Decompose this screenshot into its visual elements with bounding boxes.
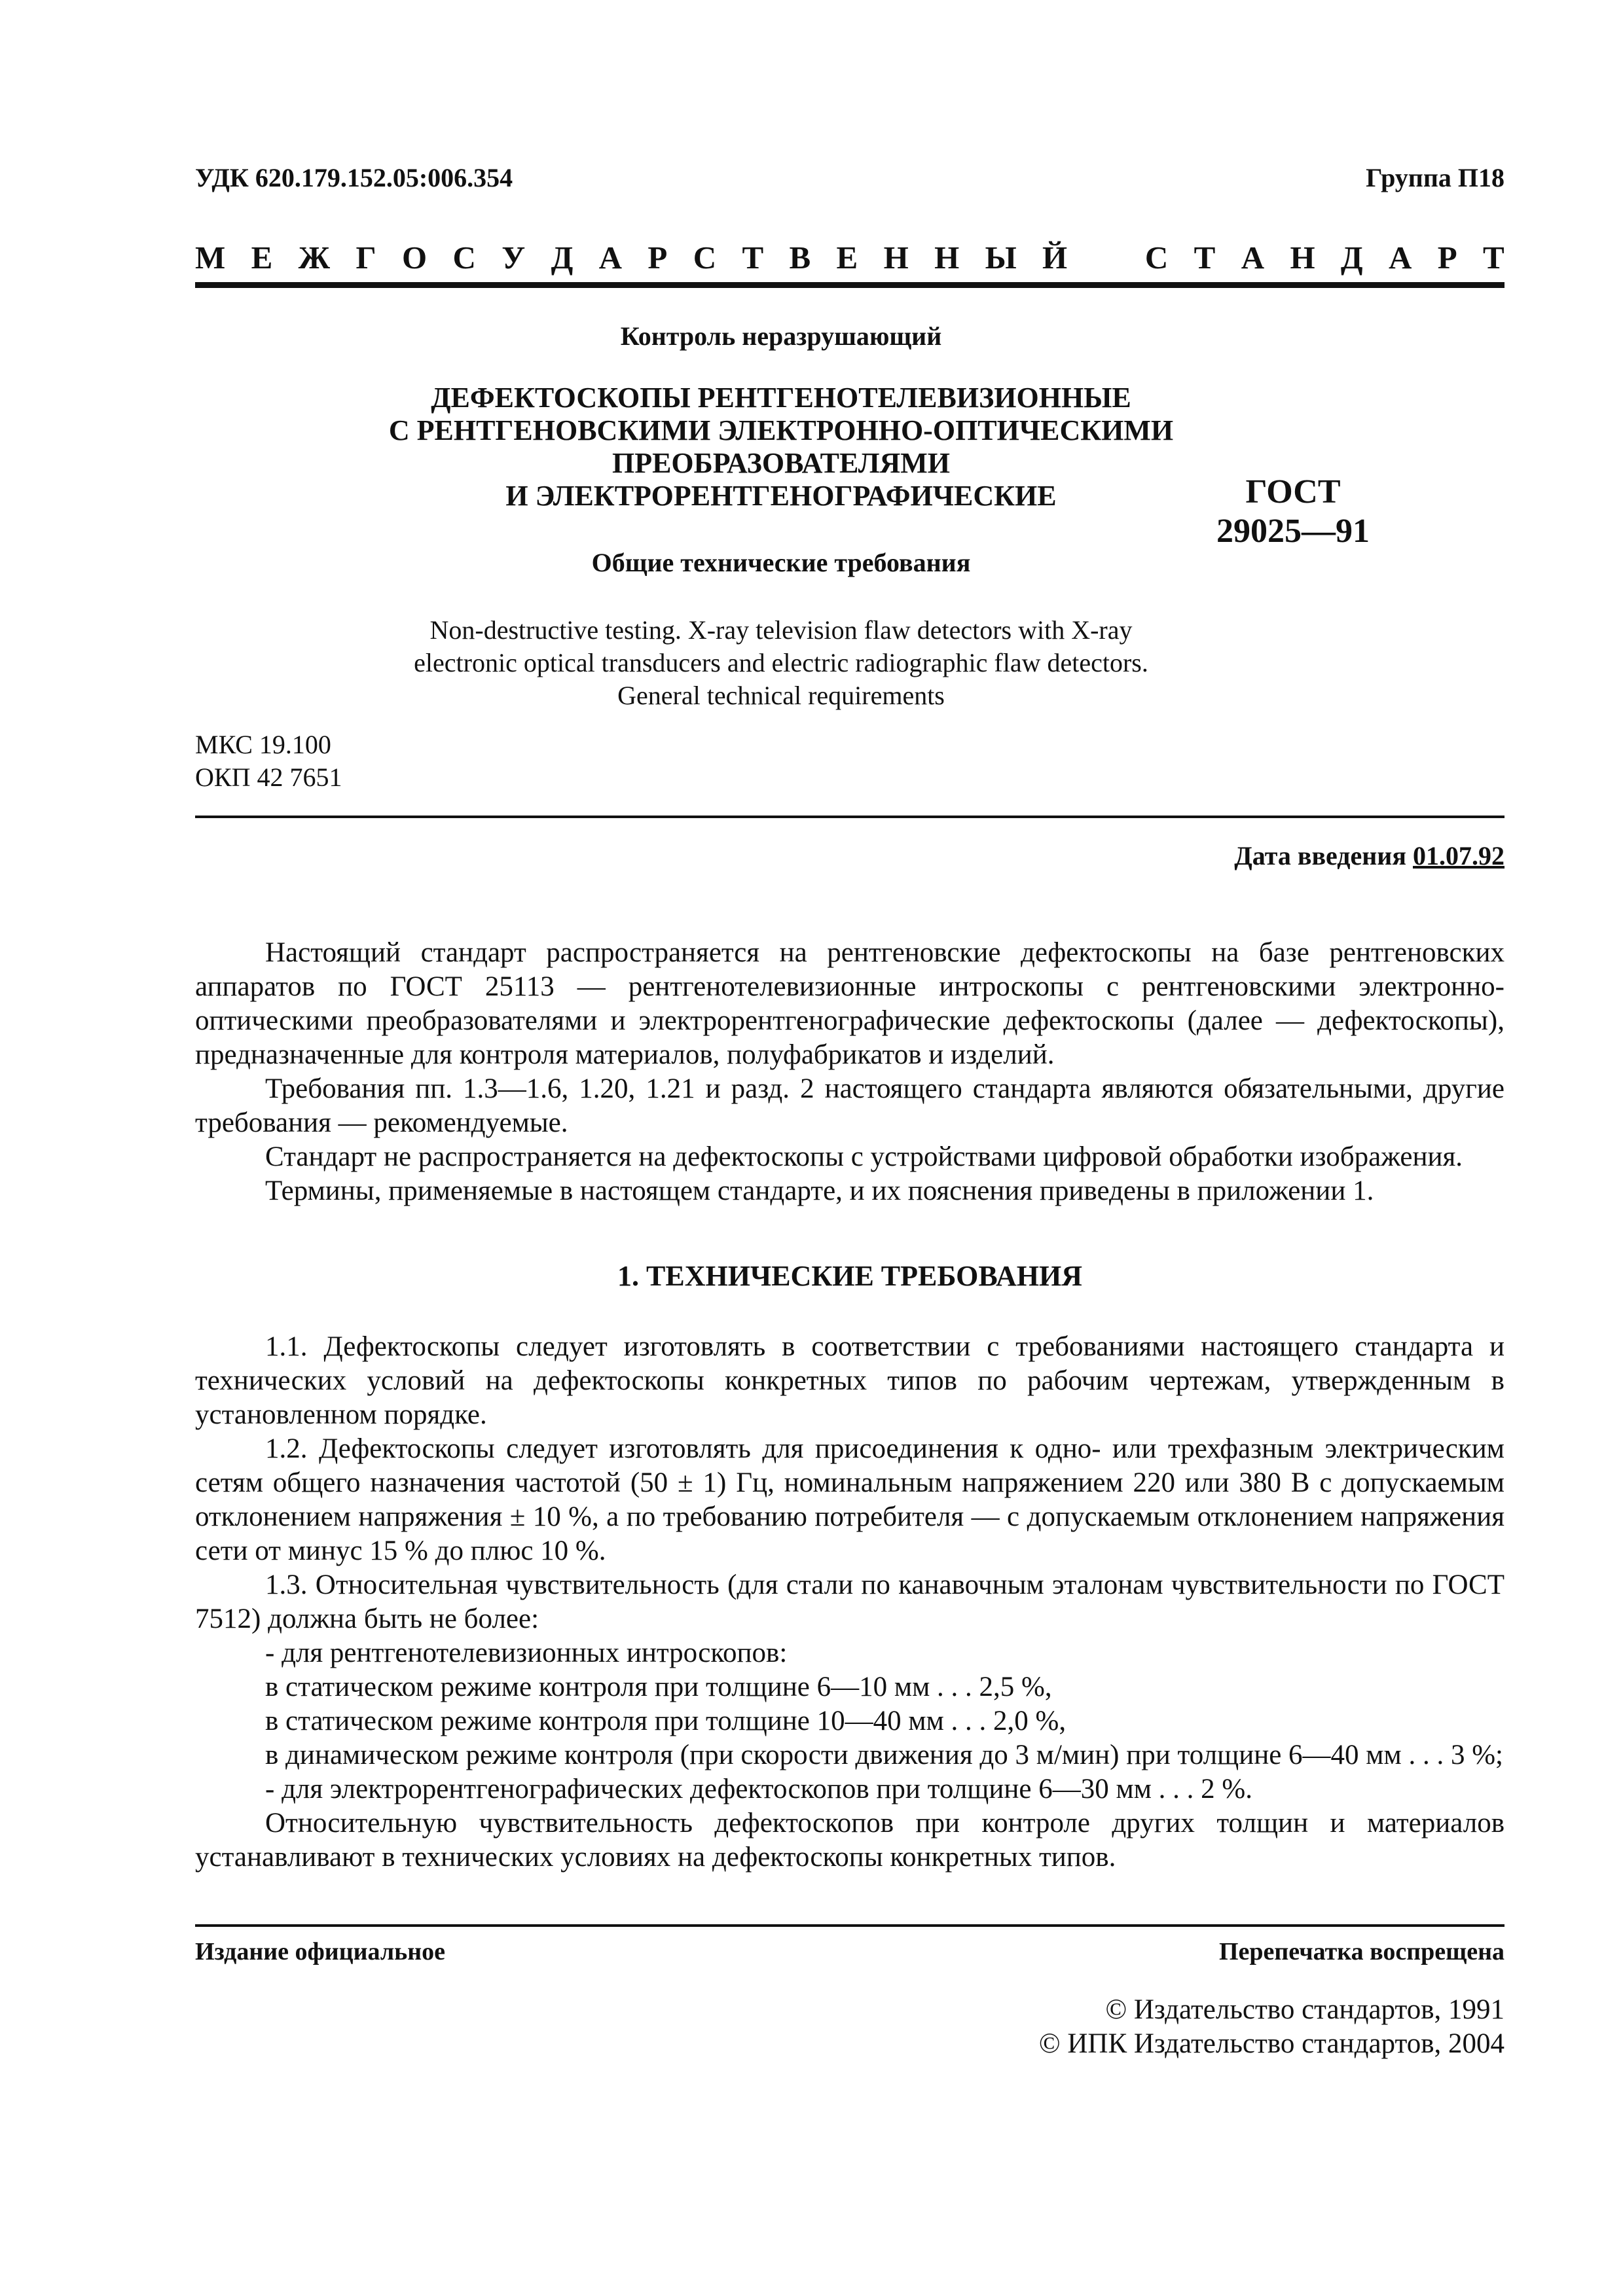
banner-letter: Д (551, 240, 574, 276)
title-rule (195, 816, 1504, 818)
list-item: в статическом режиме контроля при толщине 10—40 мм . . . 2,0 %, (265, 1706, 1067, 1736)
official-edition: Издание официальное (195, 1938, 446, 1965)
copyright-line: © Издательство стандартов, 1991 (1105, 1994, 1504, 2025)
banner-letter: Т (1483, 240, 1504, 276)
document-subtitle: Общие технические требования (591, 548, 971, 577)
banner-letter: Т (742, 240, 764, 276)
banner-letter: Е (836, 240, 858, 276)
date-label: Дата введения (1234, 841, 1406, 870)
gost-designation (1159, 473, 1427, 551)
banner-letter: А (1389, 240, 1412, 276)
banner-letter: У (501, 240, 526, 276)
reprint-notice: Перепечатка воспрещена (1218, 1938, 1504, 1965)
classification-codes (195, 728, 342, 794)
copyright-line: © ИПК Издательство стандартов, 2004 (1038, 2028, 1504, 2059)
intro-paragraph: Требования пп. 1.3—1.6, 1.20, 1.21 и разд. 2 настоящего стандарта являются обязательными, другие требования — рекомендуемые. (195, 1073, 1504, 1138)
date-value: 01.07.92 (1413, 841, 1504, 870)
gost-number: 29025—91 (1216, 512, 1370, 550)
intro-paragraph: Термины, применяемые в настоящем стандарте, и их пояснения приведены в приложении 1. (265, 1175, 1374, 1206)
group-code: Группа П18 (1366, 163, 1504, 192)
banner-letter: Й (1042, 240, 1068, 276)
banner-letter: Н (883, 240, 909, 276)
introduction (195, 936, 1504, 1208)
banner-letter: Г (356, 240, 376, 276)
list-item: - для рентгенотелевизионных интроскопов: (265, 1638, 788, 1668)
english-title-line: electronic optical transducers and electric radiographic flaw detectors. (414, 648, 1148, 677)
banner-letter: А (1241, 240, 1265, 276)
interstate-standard-banner (195, 239, 1504, 276)
list-item: в статическом режиме контроля при толщине 6—10 мм . . . 2,5 %, (265, 1672, 1052, 1702)
intro-paragraph: Настоящий стандарт распространяется на рентгеновские дефектоскопы на базе рентгеновских аппаратов по ГОСТ 25113 — рентгенотелевизионные интроскопы с рентгеновскими электронно-оптическими преобразователями и электрорентгенографические дефектоскопы (далее — дефектоскопы), предназначенные для контроля материалов, полуфабрикатов и изделий. (195, 937, 1504, 1070)
banner-letter: Р (647, 240, 668, 276)
banner-letter: Ж (298, 240, 331, 276)
closing-paragraph: Относительную чувствительность дефектоскопов при контроле других толщин и материалов устанавливают в технических условиях на дефектоскопы конкретных типов. (195, 1808, 1504, 1873)
banner-letter: Е (251, 240, 273, 276)
section-body (195, 1330, 1504, 1874)
list-item: в динамическом режиме контроля (при скорости движения до 3 м/мин) при толщине 6—40 мм . . . 3 %; (265, 1740, 1503, 1770)
banner-letter: С (452, 240, 476, 276)
udk-code: УДК 620.179.152.05:006.354 (195, 163, 513, 192)
banner-letter: С (1144, 240, 1169, 276)
intro-paragraph: Стандарт не распространяется на дефектоскопы с устройствами цифровой обработки изображения. (265, 1141, 1463, 1172)
clause-1-3: 1.3. Относительная чувствительность (для стали по канавочным эталонам чувствительности по ГОСТ 7512) должна быть не более: (195, 1570, 1504, 1634)
footer-rule (195, 1924, 1504, 1927)
title-line: С РЕНТГЕНОВСКИМИ ЭЛЕКТРОННО-ОПТИЧЕСКИМИ (388, 414, 1174, 446)
introduction-date (1048, 840, 1504, 871)
banner-letter: Р (1437, 240, 1457, 276)
banner-rule (195, 282, 1504, 288)
title-line: И ЭЛЕКТРОРЕНТГЕНОГРАФИЧЕСКИЕ (505, 480, 1057, 512)
banner-letter: Н (934, 240, 960, 276)
english-title (195, 614, 1367, 712)
clause-1-2: 1.2. Дефектоскопы следует изготовлять для присоединения к одно- или трехфазным электрическим сетям общего назначения частотой (50 ± 1) Гц, номинальным напряжением 220 или 380 В с допускаемым отклонением напряжения ± 10 %, а по требованию потребителя — с допускаемым отклонением напряжения сети от минус 15 % до плюс 10 %. (195, 1433, 1504, 1566)
title-line: ДЕФЕКТОСКОПЫ РЕНТГЕНОТЕЛЕВИЗИОННЫЕ (431, 382, 1131, 414)
banner-letter: Д (1340, 240, 1363, 276)
gost-label: ГОСТ (1245, 473, 1341, 511)
section-heading: 1. ТЕХНИЧЕСКИЕ ТРЕБОВАНИЯ (617, 1260, 1082, 1292)
copyright-block (786, 1993, 1504, 2061)
banner-letter: О (402, 240, 428, 276)
english-title-line: General technical requirements (617, 681, 945, 710)
english-title-line: Non-destructive testing. X-ray television flaw detectors with X-ray (429, 615, 1133, 645)
clause-1-1: 1.1. Дефектоскопы следует изготовлять в соответствии с требованиями настоящего стандарта и технических условий на дефектоскопы конкретных типов по рабочим чертежам, утвержденным в установленном порядке. (195, 1331, 1504, 1430)
okp-code: ОКП 42 7651 (195, 762, 342, 792)
mks-code: МКС 19.100 (195, 730, 331, 759)
banner-letter: В (789, 240, 811, 276)
banner-letter: Н (1290, 240, 1315, 276)
banner-letter: Ы (985, 240, 1017, 276)
banner-letter: С (693, 240, 717, 276)
list-item: - для электрорентгенографических дефектоскопов при толщине 6—30 мм . . . 2 %. (265, 1774, 1252, 1804)
category-title: Контроль неразрушающий (620, 321, 942, 351)
banner-letter: А (598, 240, 623, 276)
banner-letter: Т (1194, 240, 1216, 276)
title-line: ПРЕОБРАЗОВАТЕЛЯМИ (611, 447, 951, 479)
banner-letter: М (195, 240, 226, 276)
